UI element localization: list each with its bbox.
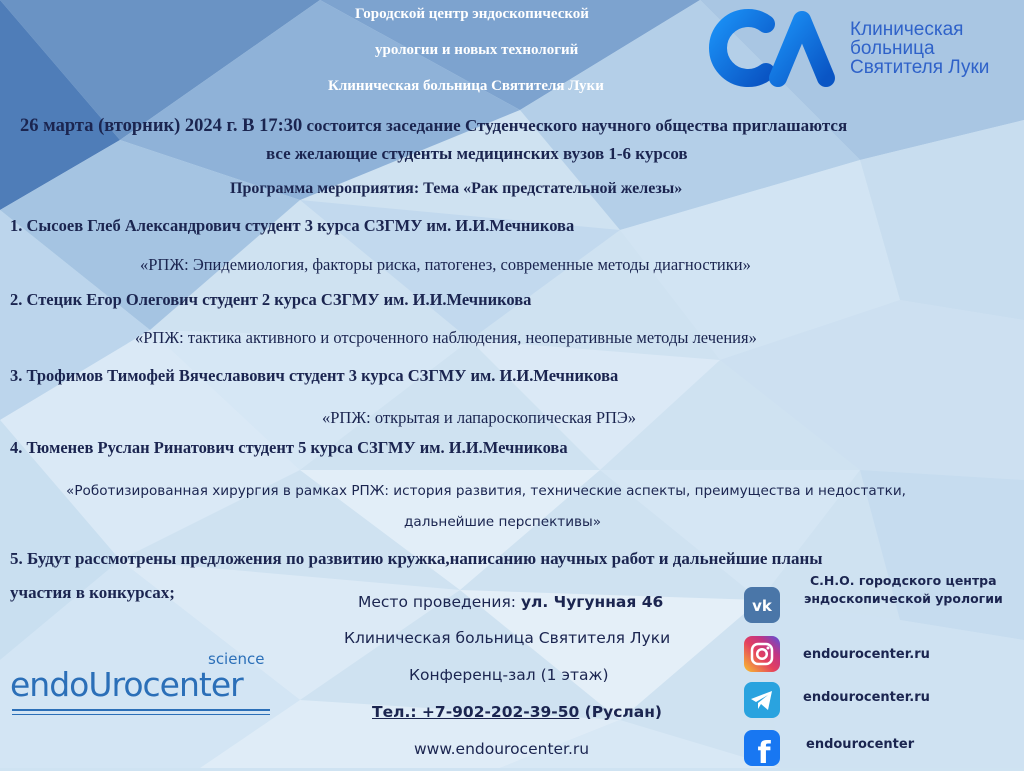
telegram-icon[interactable]	[744, 682, 780, 718]
venue-address: ул. Чугунная 46	[520, 593, 664, 611]
speaker-4: 4. Тюменев Руслан Ринатович студент 5 курса СЗГМУ им. И.И.Мечникова	[10, 438, 568, 457]
hospital-logo-text: Клиническая больница Святителя Луки	[850, 19, 990, 78]
logo-science-text: science	[208, 650, 265, 668]
org-name-line2: урологии и новых технологий	[375, 42, 579, 58]
program-title: Программа мероприятия: Тема «Рак предстательной железы»	[230, 180, 683, 197]
speaker-3: 3. Трофимов Тимофей Вячеславович студент 3 курса СЗГМУ им. И.И.Мечникова	[10, 366, 619, 385]
facebook-icon[interactable]	[744, 730, 780, 766]
logo-underline	[12, 709, 270, 711]
phone-number[interactable]: Тел.: +7-902-202-39-50	[372, 703, 580, 721]
website-link[interactable]: www.endourocenter.ru	[414, 740, 590, 758]
announcement-line1	[20, 116, 847, 137]
org-name-line1: Городской центр эндоскопической	[355, 6, 589, 22]
svg-text:f: f	[757, 736, 771, 766]
speaker-1: 1. Сысоев Глеб Александрович студент 3 курса СЗГМУ им. И.И.Мечникова	[10, 216, 575, 235]
topic-4-line1: «Роботизированная хирургия в рамках РПЖ: история развития, технические аспекты, преимущества и недостатки,	[66, 483, 906, 499]
vk-icon[interactable]	[744, 587, 780, 623]
announcement-line2: все желающие студенты медицинских вузов 1-6 курсов	[266, 144, 688, 163]
venue-hall: Конференц-зал (1 этаж)	[409, 666, 609, 684]
venue-label: Место проведения:	[358, 593, 521, 611]
topic-1: «РПЖ: Эпидемиология, факторы риска, патогенез, современные методы диагностики»	[140, 255, 751, 274]
event-date-time: 26 марта (вторник) 2024 г. В 17:30	[20, 116, 303, 136]
speaker-2: 2. Стецик Егор Олегович студент 2 курса СЗГМУ им. И.И.Мечникова	[10, 290, 532, 309]
announcement-text: состоится заседание Студенческого научного общества приглашаются	[302, 116, 848, 135]
svg-text:vk: vk	[752, 597, 772, 615]
phone-contact-name: (Руслан)	[579, 703, 663, 721]
venue-hospital: Клиническая больница Святителя Луки	[344, 629, 671, 647]
item-5-line1: 5. Будут рассмотрены предложения по развитию кружка,написанию научных работ и дальнейшие планы	[10, 549, 823, 568]
sno-title-line2: эндоскопической урологии	[804, 591, 1003, 606]
topic-2: «РПЖ: тактика активного и отсроченного наблюдения, неоперативные методы лечения»	[135, 328, 757, 347]
instagram-link[interactable]: endourocenter.ru	[803, 647, 930, 662]
venue-phone-line	[372, 703, 662, 721]
item-5-line2: участия в конкурсах;	[10, 583, 175, 602]
facebook-link[interactable]: endourocenter	[806, 737, 915, 752]
hospital-logo-icon	[700, 8, 840, 88]
telegram-link[interactable]: endourocenter.ru	[803, 690, 930, 705]
topic-3: «РПЖ: открытая и лапароскопическая РПЭ»	[322, 408, 637, 427]
org-name-line3: Клиническая больница Святителя Луки	[328, 78, 604, 94]
topic-4-line2: дальнейшие перспективы»	[404, 514, 602, 530]
logo-brand-text: endoUrocenter	[10, 665, 243, 704]
logo-underline-thin	[12, 714, 270, 715]
venue-line	[358, 593, 663, 611]
sno-title-line1: С.Н.О. городского центра	[810, 573, 997, 588]
instagram-icon[interactable]	[744, 636, 780, 672]
endourocenter-logo	[10, 665, 243, 704]
